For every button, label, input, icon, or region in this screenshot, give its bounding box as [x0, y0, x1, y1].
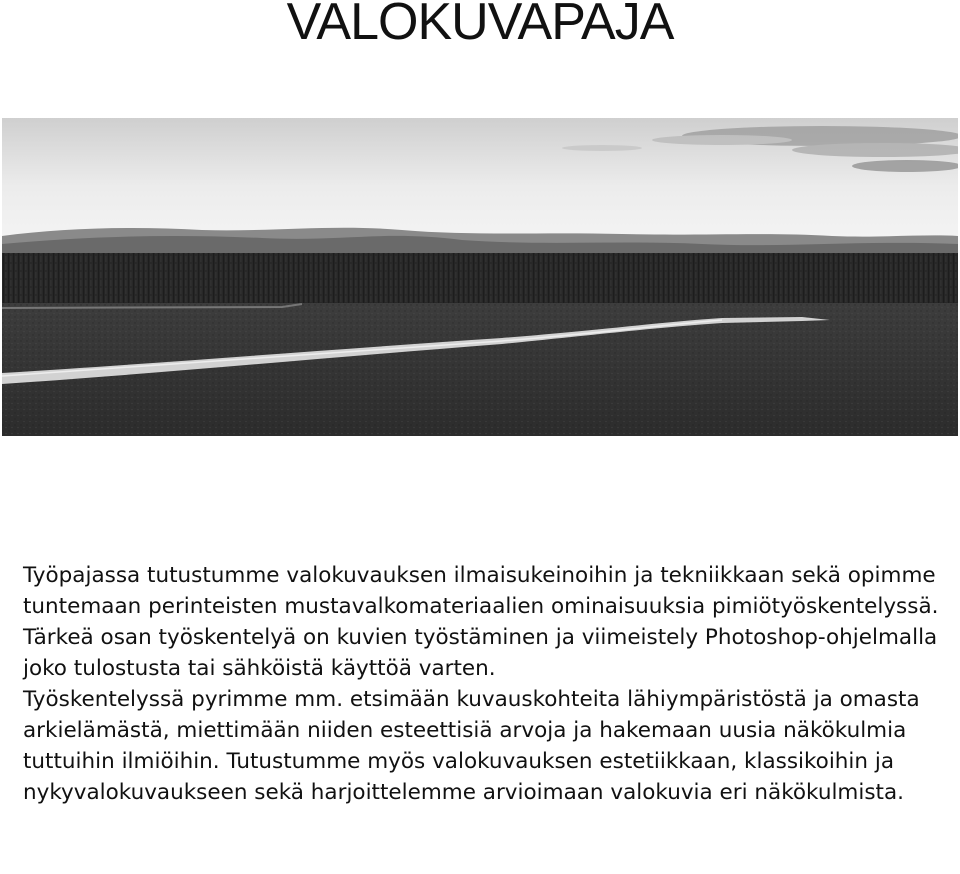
landscape-photo: [2, 118, 958, 436]
paragraph-1: Työpajassa tutustumme valokuvauksen ilmaisukeinoihin ja tekniikkaan sekä opimme tuntemaan perinteisten mustavalkomateriaalien ominaisuuksia pimiötyöskentelyssä. Tärkeä osan työskentelyä on kuvien työstäminen ja viimeistely Photoshop-ohjelmalla joko tulostusta tai sähköistä käyttöä varten.: [23, 563, 939, 681]
description: [23, 560, 953, 808]
page-title: VALOKUVAPAJA: [286, 0, 674, 51]
paragraph-2: Työskentelyssä pyrimme mm. etsimään kuvauskohteita lähiympäristöstä ja omasta arkielämästä, miettimään niiden esteettisiä arvoja ja hakemaan uusia näkökulmia tuttuihin ilmiöihin. Tutustumme myös valokuvauksen estetiikkaan, klassikoihin ja nykyvalokuvaukseen sekä harjoittelemme arvioimaan valokuvia eri näkökulmista.: [23, 687, 920, 805]
